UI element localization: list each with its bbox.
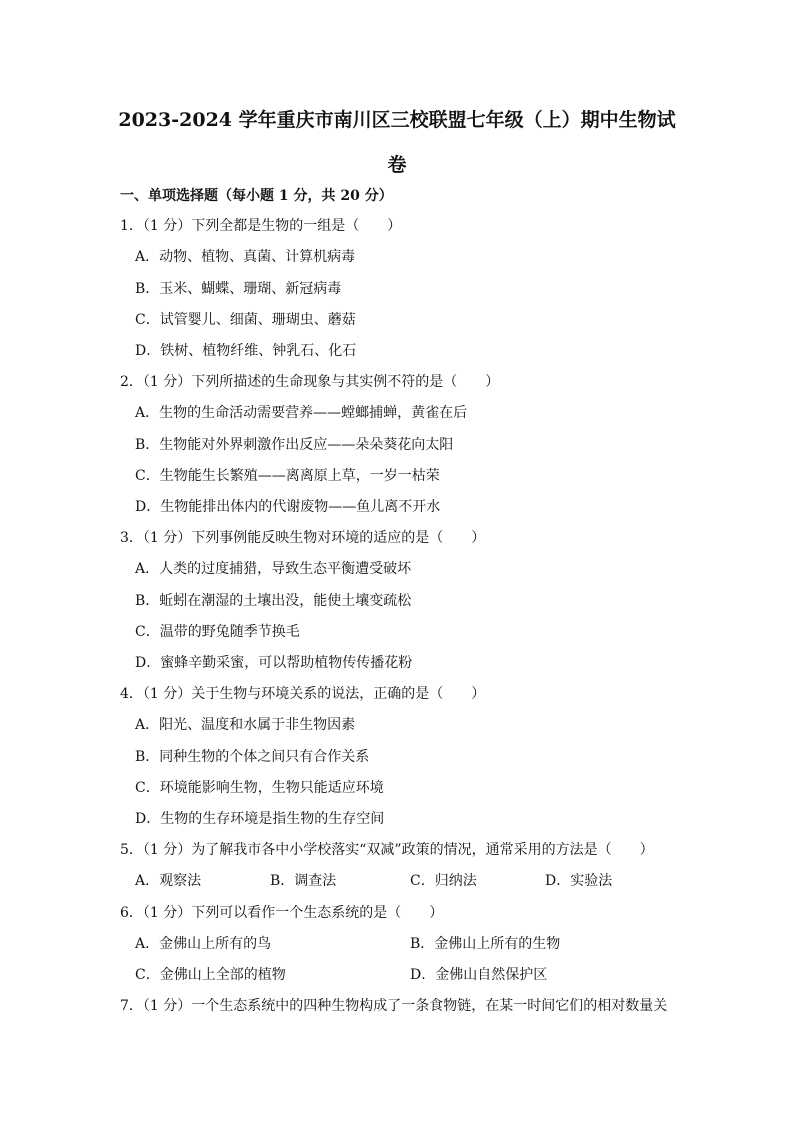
- option: A．人类的过度捕猎，导致生态平衡遭受破坏: [135, 561, 412, 577]
- section-heading: 一、单项选择题（每小题 1 分，共 20 分）: [120, 188, 393, 204]
- option: A．观察法: [135, 873, 202, 889]
- option: B．同种生物的个体之间只有合作关系: [135, 749, 370, 765]
- question-stem: 3．（1 分）下列事例能反映生物对环境的适应的是（ ）: [120, 530, 486, 546]
- question-stem: 1．（1 分）下列全都是生物的一组是（ ）: [120, 218, 402, 234]
- option: B．调查法: [270, 873, 337, 889]
- option: C．金佛山上全部的植物: [135, 967, 286, 983]
- option: D．铁树、植物纤维、钟乳石、化石: [135, 343, 357, 359]
- option: B．金佛山上所有的生物: [410, 936, 561, 952]
- option: D．生物能排出体内的代谢废物——鱼儿离不开水: [135, 499, 441, 515]
- question-stem: 7．（1 分）一个生态系统中的四种生物构成了一条食物链，在某一时间它们的相对数量关: [120, 998, 668, 1014]
- question-stem: 2．（1 分）下列所描述的生命现象与其实例不符的是（ ）: [120, 374, 500, 390]
- option: D．生物的生存环境是指生物的生存空间: [135, 811, 385, 827]
- option: D．蜜蜂辛勤采蜜，可以帮助植物传传播花粉: [135, 655, 413, 671]
- option: C．归纳法: [410, 873, 477, 889]
- option: D．实验法: [545, 873, 613, 889]
- option: C．温带的野兔随季节换毛: [135, 624, 300, 640]
- option: B．生物能对外界刺激作出反应——朵朵葵花向太阳: [135, 437, 454, 453]
- option: C．试管婴儿、细菌、珊瑚虫、蘑菇: [135, 312, 356, 328]
- option: B．玉米、蝴蝶、珊瑚、新冠病毒: [135, 281, 342, 297]
- doc-title-line2: 卷: [387, 154, 407, 176]
- question-stem: 5．（1 分）为了解我市各中小学校落实“双减”政策的情况，通常采用的方法是（ ）: [120, 842, 654, 858]
- option: C．环境能影响生物，生物只能适应环境: [135, 780, 384, 796]
- option: A．金佛山上所有的鸟: [135, 936, 272, 952]
- option: A．动物、植物、真菌、计算机病毒: [135, 249, 356, 265]
- doc-title-line1: 2023-2024 学年重庆市南川区三校联盟七年级（上）期中生物试: [118, 109, 676, 131]
- option: C．生物能生长繁殖——离离原上草，一岁一枯荣: [135, 468, 440, 484]
- option: A．生物的生命活动需要营养——螳螂捕蝉，黄雀在后: [135, 405, 468, 421]
- question-stem: 4．（1 分）关于生物与环境关系的说法，正确的是（ ）: [120, 686, 486, 702]
- question-stem: 6．（1 分）下列可以看作一个生态系统的是（ ）: [120, 905, 444, 921]
- option: D．金佛山自然保护区: [410, 967, 548, 983]
- option: B．蚯蚓在潮湿的土壤出没，能使土壤变疏松: [135, 593, 412, 609]
- option: A．阳光、温度和水属于非生物因素: [135, 717, 356, 733]
